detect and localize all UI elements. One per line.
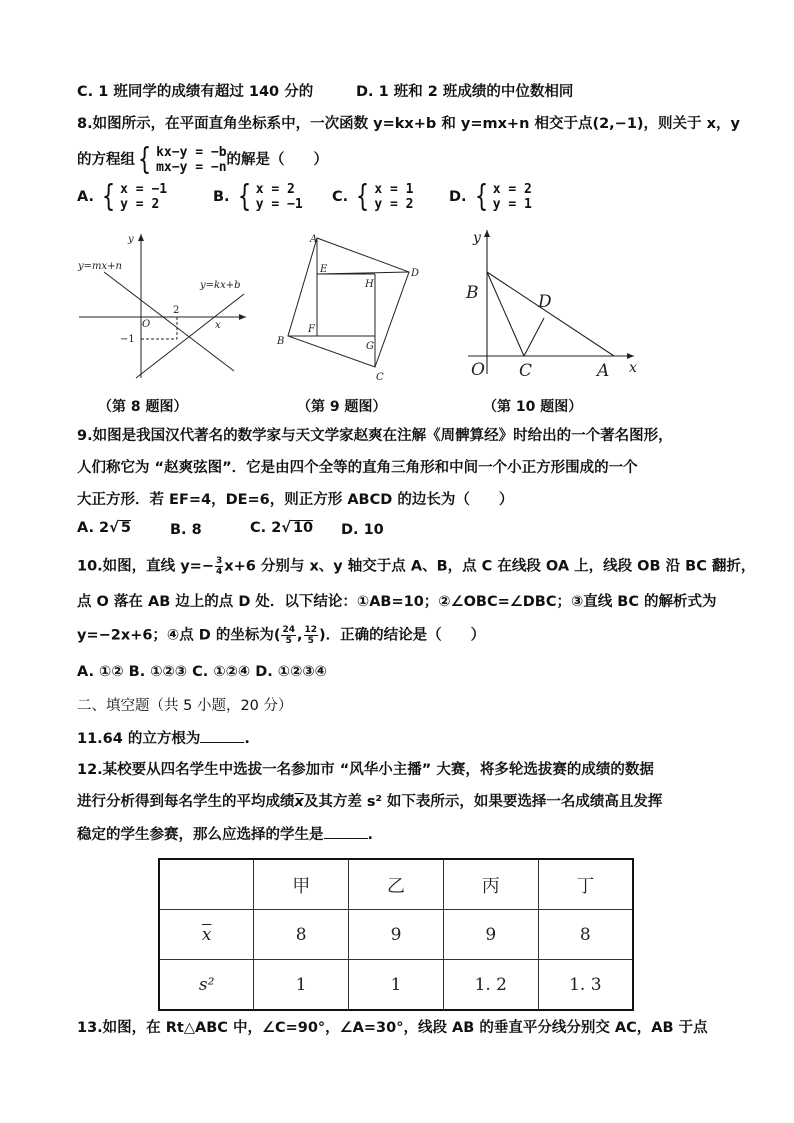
score-table [158, 858, 634, 1011]
fig9-label-d: D [411, 268, 420, 279]
q8-option-c-row1: x = 1 [374, 182, 414, 197]
table-cell: 9 [349, 910, 444, 960]
q9-option-c: C. 2√ 10 [250, 520, 314, 536]
fig10-y-label: y [473, 230, 481, 246]
table-cell: 8 [538, 910, 633, 960]
q8-option-b-label: B. [213, 189, 230, 205]
fig8-y-arrow [138, 234, 144, 241]
q9-line2: 人们称它为 “赵爽弦图”．它是由四个全等的直角三角形和中间一个小正方形围成的一个 [77, 460, 638, 476]
fig8-line2-label: y=kx+b [200, 280, 241, 291]
q12-line3 [77, 824, 373, 845]
q12-line2-post: 及其方差 s² 如下表所示，如果要选择一名成绩高且发挥 [303, 794, 663, 810]
fig9-label-g: G [366, 341, 374, 352]
q10-frac-num: 3 [216, 556, 223, 566]
fig8-origin: O [142, 319, 151, 330]
q8-line1: 8.如图所示，在平面直角坐标系中，一次函数 y=kx+b 和 y=mx+n 相交于点(2,−1)，则关于 x，y [77, 116, 740, 132]
q8-option-d: D. { x = 2 y = 1 [449, 179, 532, 214]
table-cell: 1. 3 [538, 960, 633, 1011]
fig10-label-a: A [597, 361, 610, 381]
q12-answer-blank [324, 824, 368, 839]
fig10-cd [524, 318, 544, 356]
q10-line3: y=−2x+6；④点 D 的坐标为( $\frac{24}{5}$ , $\frac{12}{5}$ )．正确的结论是（ ） [77, 625, 486, 646]
table-cell: 1 [349, 960, 444, 1011]
q10-frac-den: 4 [216, 567, 223, 577]
q10-line1 [77, 556, 755, 577]
q10-d1-den: 5 [285, 636, 292, 646]
q8-option-a-row2: y = 2 [120, 197, 160, 212]
q12-line3-pre: 稳定的学生参赛，那么应选择的学生是 [77, 827, 324, 843]
q8-option-c-label: C. [332, 189, 349, 205]
q12-period: . [367, 827, 374, 843]
fig9-label-c: C [376, 372, 384, 383]
q8-option-c-row2: y = 2 [374, 197, 414, 212]
caption-fig10: （第 10 题图） [483, 399, 583, 415]
q9-option-c-text: C. 2 [250, 520, 282, 536]
q9-line3: 大正方形．若 EF=4，DE=6，则正方形 ABCD 的边长为（ ） [77, 492, 514, 508]
q10-options: A. ①② B. ①②③ C. ①②④ D. ①②③④ [77, 664, 327, 680]
figure-8 [74, 228, 254, 388]
fig10-x-arrow [627, 353, 634, 359]
q11-answer-blank [200, 728, 244, 743]
q10-line1-post: x+6 分别与 x、y 轴交于点 A、B，点 C 在线段 OA 上，线段 OB 沿 BC 翻折， [224, 558, 756, 575]
table-header-cell: 丁 [538, 859, 633, 910]
table-header-row [159, 859, 633, 910]
q10-d-x-fraction [281, 625, 296, 646]
q10-slope-fraction [215, 556, 223, 577]
q9-option-a-radicand: 5 [120, 520, 131, 536]
q9-option-a-text: A. 2 [77, 520, 110, 536]
q10-d1-num: 24 [282, 625, 295, 635]
q8-option-b-row1: x = 2 [255, 182, 295, 197]
fig8-x-arrow [239, 314, 246, 320]
table-cell: 1 [254, 960, 349, 1011]
fig9-label-h: H [365, 279, 374, 290]
table-cell: 8 [254, 910, 349, 960]
q11 [77, 728, 250, 749]
table-header-cell: 乙 [349, 859, 444, 910]
fig8-tick-2: 2 [173, 305, 180, 316]
q9-option-d: D. 10 [341, 522, 384, 538]
q8-line2 [77, 142, 329, 177]
fig8-line1-label: y=mx+n [78, 261, 122, 272]
q9-line1: 9.如图是我国汉代著名的数学家与天文学家赵爽在注解《周髀算经》时给出的一个著名图形， [77, 428, 673, 444]
table-row-label: $\overline{x}$ [159, 910, 254, 960]
fig10-y-arrow [484, 230, 490, 237]
figure-9 [272, 228, 432, 388]
table-cell: 9 [443, 910, 538, 960]
q8-equation-system: { kx−y = −b mx−y = −n [137, 142, 227, 177]
fig9-label-f: F [308, 324, 315, 335]
q7-option-d: D. 1 班和 2 班成绩的中位数相同 [356, 84, 574, 100]
q8-option-d-row2: y = 1 [492, 197, 532, 212]
fig9-label-e: E [320, 264, 328, 275]
caption-fig8: （第 8 题图） [98, 399, 188, 415]
caption-fig9: （第 9 题图） [297, 399, 387, 415]
q8-option-a: A. { x = −1 y = 2 [77, 179, 168, 214]
q10-line3-pre: y=−2x+6；④点 D 的坐标为( [77, 627, 281, 644]
q8-option-b: B. { x = 2 y = −1 [213, 179, 303, 214]
fig9-outer-square [288, 238, 409, 367]
q10-line1-pre: 10.如图，直线 y=− [77, 558, 214, 575]
q10-d2-den: 5 [307, 636, 314, 646]
fig8-x-label: x [215, 320, 221, 331]
section2-heading: 二、填空题（共 5 小题，20 分） [77, 698, 293, 714]
fig8-line-kxb [136, 294, 244, 378]
fig8-tick-neg1: −1 [120, 334, 135, 345]
q8-line2-pre: 的方程组 [77, 152, 135, 168]
q8-option-d-row1: x = 2 [492, 182, 532, 197]
q8-option-a-label: A. [77, 189, 94, 205]
table-row-mean [159, 910, 633, 960]
q8-line2-post: 的解是（ ） [226, 152, 329, 168]
q7-option-c: C. 1 班同学的成绩有超过 140 分的 [77, 84, 314, 100]
q10-line3-post: )．正确的结论是（ ） [319, 627, 486, 644]
table-header-cell: 甲 [254, 859, 349, 910]
fig10-label-o: O [471, 360, 485, 380]
fig10-label-b: B [466, 283, 479, 303]
table-row-variance [159, 960, 633, 1011]
fig9-label-a: A [310, 234, 318, 245]
q11-text: 11.64 的立方根为 [77, 731, 201, 747]
q12-line1: 12.某校要从四名学生中选拔一名参加市 “风华小主播” 大赛，将多轮选拔赛的成绩的数据 [77, 762, 654, 778]
q12-line2-pre: 进行分析得到每名学生的平均成绩 [77, 794, 295, 810]
q9-option-c-radicand: 10 [292, 520, 314, 536]
q8-option-a-row1: x = −1 [120, 182, 168, 197]
q8-option-b-row2: y = −1 [255, 197, 303, 212]
table-row-label: s² [159, 960, 254, 1011]
q11-period: . [244, 731, 250, 747]
fig8-y-label: y [128, 234, 134, 245]
q8-option-d-label: D. [449, 189, 467, 205]
table-header-cell [159, 859, 254, 910]
q13-line1: 13.如图，在 Rt△ABC 中，∠C=90°，∠A=30°，线段 AB 的垂直平分线分别交 AC，AB 于点 [77, 1020, 708, 1036]
fig10-x-label: x [629, 360, 637, 376]
q12-xbar: $\overline{x}$ [294, 794, 304, 810]
q8-eq2: mx−y = −n [156, 160, 227, 175]
q10-line2: 点 O 落在 AB 边上的点 D 处．以下结论：①AB=10；②∠OBC=∠DBC；③直线 BC 的解析式为 [77, 594, 717, 610]
q12-line2 [77, 792, 662, 812]
q8-option-c: C. { x = 1 y = 2 [332, 179, 414, 214]
q10-d2-num: 12 [304, 625, 318, 635]
figure-10 [456, 224, 646, 384]
q9-option-a: A. 2√ 5 [77, 520, 131, 536]
table-header-cell: 丙 [443, 859, 538, 910]
fig9-label-b: B [277, 336, 285, 347]
fig10-label-c: C [519, 361, 533, 381]
table-cell: 1. 2 [443, 960, 538, 1011]
fig10-label-d: D [538, 292, 552, 312]
q9-option-b: B. 8 [170, 522, 202, 538]
q10-d-y-fraction [304, 625, 319, 646]
q8-eq1: kx−y = −b [156, 145, 227, 160]
